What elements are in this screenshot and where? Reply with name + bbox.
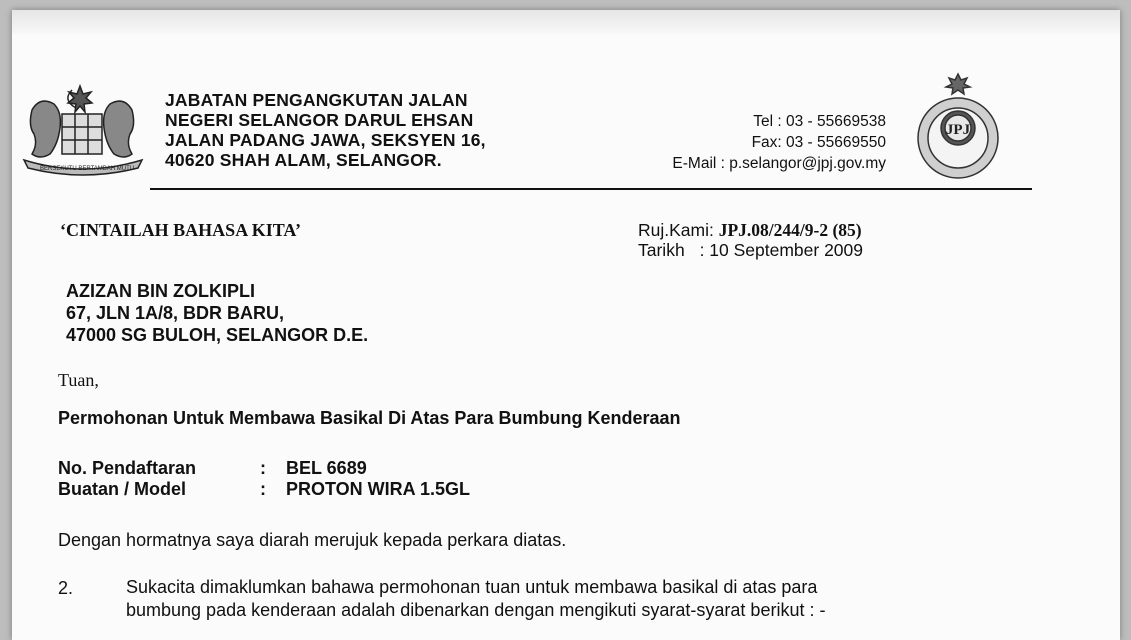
vehicle-row — [58, 479, 470, 500]
svg-text:BERSEKUTU BERTAMBAH MUTU: BERSEKUTU BERTAMBAH MUTU — [40, 166, 135, 172]
ref-label: Ruj.Kami: — [638, 220, 714, 240]
vehicle-details — [58, 458, 470, 500]
recipient-address — [66, 280, 368, 346]
header-divider — [150, 188, 1032, 190]
salutation: Tuan, — [58, 370, 99, 390]
reference-block — [638, 220, 863, 260]
vehicle-row — [58, 458, 470, 479]
vehicle-label: Buatan / Model — [58, 479, 187, 499]
letterhead-org-block — [165, 90, 486, 170]
vehicle-sep: : — [260, 458, 266, 478]
subject-line: Permohonan Untuk Membawa Basikal Di Atas Para Bumbung Kenderaan — [58, 408, 681, 428]
recipient-line: 47000 SG BULOH, SELANGOR D.E. — [66, 325, 369, 345]
vehicle-value: BEL 6689 — [286, 458, 367, 478]
org-line: JABATAN PENGANGKUTAN JALAN — [165, 90, 468, 110]
para2-number: 2. — [58, 578, 74, 598]
vehicle-label: No. Pendaftaran — [58, 458, 197, 478]
email-text: E-Mail : p.selangor@jpj.gov.my — [672, 155, 886, 172]
org-line: JALAN PADANG JAWA, SEKSYEN 16, — [165, 130, 486, 150]
vehicle-sep: : — [260, 479, 266, 499]
org-line: NEGERI SELANGOR DARUL EHSAN — [165, 110, 474, 130]
jpj-emblem-text: JPJ — [945, 122, 971, 138]
date-label: Tarikh — [638, 240, 685, 260]
org-line: 40620 SHAH ALAM, SELANGOR. — [165, 150, 442, 170]
fax-text: Fax: 03 - 55669550 — [751, 134, 886, 151]
jpj-emblem-icon — [904, 70, 1012, 182]
letterhead-contact-block — [672, 111, 886, 174]
vehicle-value: PROTON WIRA 1.5GL — [286, 479, 471, 499]
para2-line: bumbung pada kenderaan adalah dibenarkan dengan mengikuti syarat-syarat berikut : - — [126, 600, 826, 620]
recipient-line: AZIZAN BIN ZOLKIPLI — [66, 281, 255, 301]
tel-text: Tel : 03 - 55669538 — [753, 113, 886, 130]
ref-value: JPJ.08/244/9-2 (85) — [718, 220, 862, 240]
slogan-text: ‘CINTAILAH BAHASA KITA’ — [60, 220, 302, 240]
para2-text — [126, 576, 825, 622]
recipient-line: 67, JLN 1A/8, BDR BARU, — [66, 303, 285, 323]
body-opening: Dengan hormatnya saya diarah merujuk kepada perkara diatas. — [58, 530, 567, 550]
para2-line: Sukacita dimaklumkan bahawa permohonan tuan untuk membawa basikal di atas para — [126, 577, 818, 597]
date-value: : 10 September 2009 — [699, 240, 864, 260]
malaysia-coat-of-arms-icon — [18, 80, 148, 178]
